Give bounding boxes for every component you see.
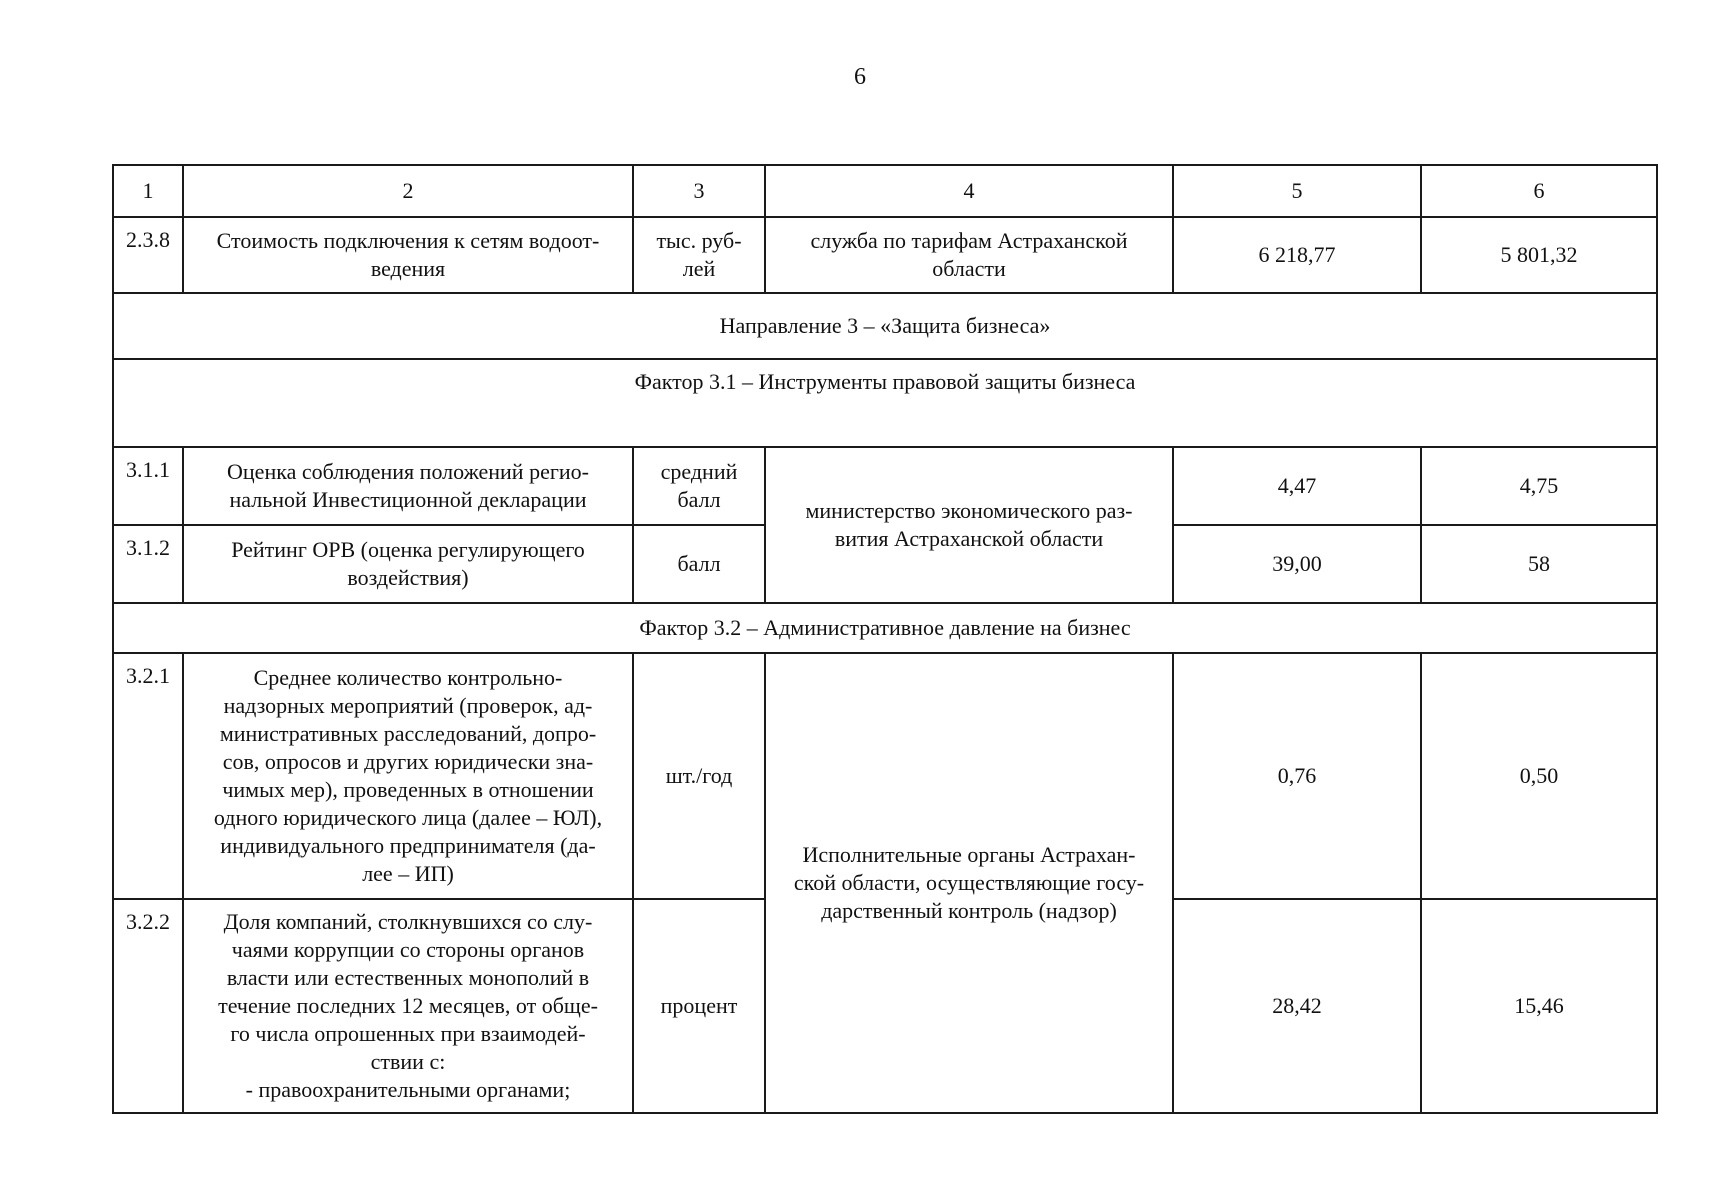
value-column-6: 5 801,32 bbox=[1421, 217, 1657, 293]
direction-row bbox=[113, 293, 1657, 359]
value-column-5: 4,47 bbox=[1173, 447, 1421, 525]
unit-cell: шт./год bbox=[633, 653, 765, 899]
value-column-6: 4,75 bbox=[1421, 447, 1657, 525]
direction-title: Направление 3 – «Защита бизнеса» bbox=[113, 293, 1657, 359]
unit-cell: балл bbox=[633, 525, 765, 603]
value-column-5: 0,76 bbox=[1173, 653, 1421, 899]
table-row-3-1-1 bbox=[113, 447, 1657, 525]
unit-cell: тыс. руб- лей bbox=[633, 217, 765, 293]
responsible-body: министерство экономического раз- вития Астраханской области bbox=[765, 447, 1173, 603]
unit-cell: средний балл bbox=[633, 447, 765, 525]
row-number: 2.3.8 bbox=[113, 217, 183, 293]
column-header-2: 2 bbox=[183, 165, 633, 217]
responsible-body: служба по тарифам Астраханской области bbox=[765, 217, 1173, 293]
row-number: 3.2.1 bbox=[113, 653, 183, 899]
table-row-3-2-1 bbox=[113, 653, 1657, 899]
factor-title: Фактор 3.1 – Инструменты правовой защиты бизнеса bbox=[113, 359, 1657, 447]
indicator-name: Доля компаний, столкнувшихся со слу- чаями коррупции со стороны органов власти или естественных монополий в течение последних 12 месяцев, от обще- го числа опрошенных при взаимодей- ствии с: - правоохранительными органами; bbox=[183, 899, 633, 1113]
table-header-row bbox=[113, 165, 1657, 217]
value-column-6: 15,46 bbox=[1421, 899, 1657, 1113]
indicator-name: Среднее количество контрольно- надзорных мероприятий (проверок, ад- министративных расследований, допро- сов, опросов и других юридически зна- чимых мер), проведенных в отношении одного юридического лица (далее – ЮЛ), индивидуального предпринимателя (да- лее – ИП) bbox=[183, 653, 633, 899]
row-number: 3.1.1 bbox=[113, 447, 183, 525]
value-column-5: 6 218,77 bbox=[1173, 217, 1421, 293]
indicators-table bbox=[112, 164, 1658, 1114]
indicator-name: Оценка соблюдения положений регио- нальной Инвестиционной декларации bbox=[183, 447, 633, 525]
indicator-name: Рейтинг ОРВ (оценка регулирующего воздействия) bbox=[183, 525, 633, 603]
row-number: 3.2.2 bbox=[113, 899, 183, 1113]
page-number: 6 bbox=[854, 64, 866, 90]
column-header-6: 6 bbox=[1421, 165, 1657, 217]
value-column-6: 58 bbox=[1421, 525, 1657, 603]
table-row-2-3-8 bbox=[113, 217, 1657, 293]
responsible-body: Исполнительные органы Астрахан- ской области, осуществляющие госу- дарственный контроль (надзор) bbox=[765, 653, 1173, 1113]
unit-cell: процент bbox=[633, 899, 765, 1113]
value-column-5: 39,00 bbox=[1173, 525, 1421, 603]
column-header-1: 1 bbox=[113, 165, 183, 217]
indicator-name: Стоимость подключения к сетям водоот- ведения bbox=[183, 217, 633, 293]
column-header-4: 4 bbox=[765, 165, 1173, 217]
value-column-6: 0,50 bbox=[1421, 653, 1657, 899]
column-header-3: 3 bbox=[633, 165, 765, 217]
factor-row-3-2 bbox=[113, 603, 1657, 653]
column-header-5: 5 bbox=[1173, 165, 1421, 217]
value-column-5: 28,42 bbox=[1173, 899, 1421, 1113]
factor-row-3-1 bbox=[113, 359, 1657, 447]
row-number: 3.1.2 bbox=[113, 525, 183, 603]
factor-title: Фактор 3.2 – Административное давление на бизнес bbox=[113, 603, 1657, 653]
